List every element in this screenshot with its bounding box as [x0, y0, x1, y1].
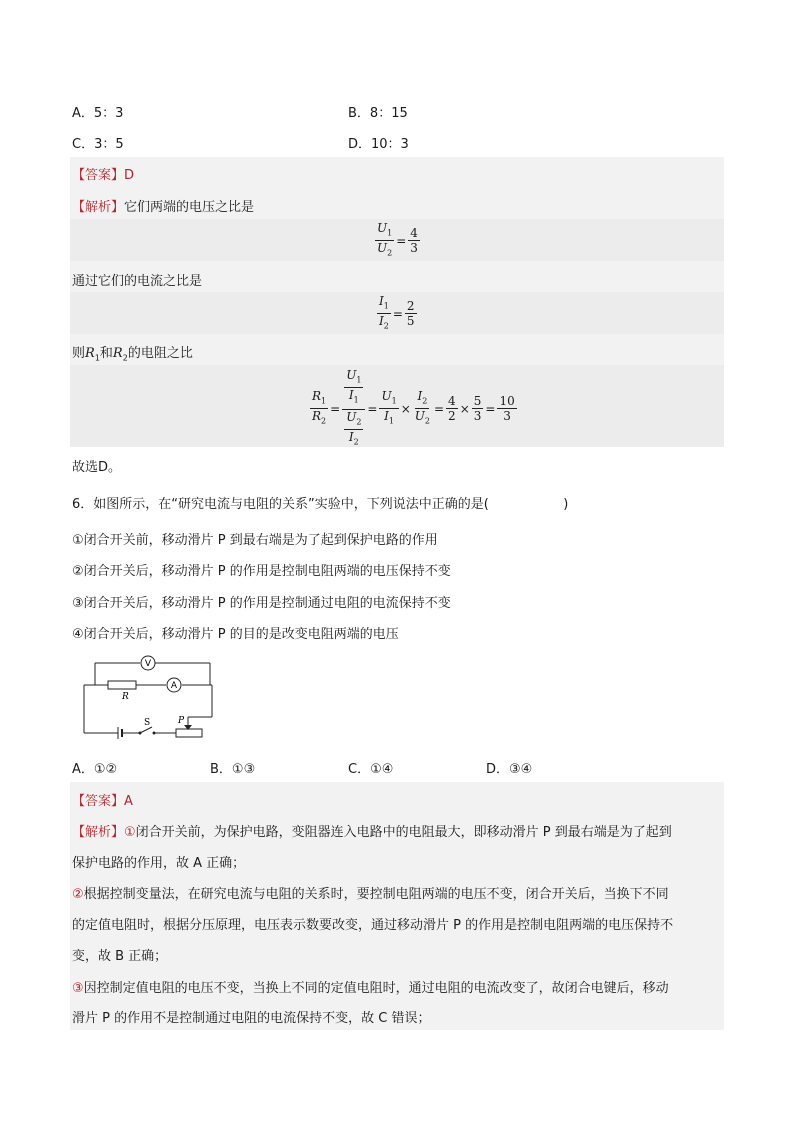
answer-value: D — [124, 168, 135, 183]
current-ratio-formula: $\frac{I_1}{I_2}$ = $\frac{2}{5}$ — [379, 294, 415, 331]
q6-option-c: C．①④ — [348, 762, 394, 777]
switch-label: S — [144, 718, 151, 728]
q6-analysis-p1-line1: 【解析】①闭合开关前，为保护电路，变阻器连入电路中的电阻最大，即移动滑片 P 到最右端是为了起到 — [72, 825, 672, 840]
q5-analysis-line1 — [72, 196, 254, 215]
q6-answer: 【答案】A — [72, 794, 133, 809]
q6-analysis-p3-line2: 滑片 P 的作用不是控制通过电阻的电流保持不变，故 C 错误； — [72, 1011, 431, 1026]
q6-statement-3: ③闭合开关后，移动滑片 P 的作用是控制通过电阻的电流保持不变 — [72, 596, 451, 611]
q6-analysis-p2-line2: 的定值电阻时，根据分压原理，电压表示数要改变，通过移动滑片 P 的作用是控制电阻两端的电压保持不 — [72, 918, 674, 933]
q5-analysis-line3: 则$R_1$和$R_2$的电阻之比 — [72, 346, 193, 363]
q6-statement-2: ②闭合开关后，移动滑片 P 的作用是控制电阻两端的电压保持不变 — [72, 564, 451, 579]
analysis-tag: 【解析】 — [72, 200, 125, 215]
resistor-label: R — [122, 692, 129, 702]
q5-conclusion: 故选D。 — [72, 460, 122, 475]
answer-tag: 【答案】 — [72, 168, 125, 183]
q5-option-d: D．10：3 — [348, 137, 409, 152]
q6-analysis-p1-line2: 保护电路的作用，故 A 正确； — [72, 856, 246, 871]
voltage-ratio-formula: $\frac{U_1}{U_2}$ = $\frac{4}{3}$ — [377, 221, 418, 258]
q5-answer — [72, 164, 134, 183]
q6-option-b: B．①③ — [210, 762, 256, 777]
q5-option-b: B．8：15 — [348, 106, 408, 121]
q6-analysis-p3-line1: ③因控制定值电阻的电压不变，当换上不同的定值电阻时，通过电阻的电流改变了，故闭合电键后，移动 — [72, 981, 669, 996]
q6-statement-1: ①闭合开关前，移动滑片 P 到最右端是为了起到保护电路的作用 — [72, 533, 438, 548]
circuit-diagram — [80, 655, 220, 740]
q6-analysis-p2-line3: 变，故 B 正确； — [72, 949, 168, 964]
q6-stem: 6．如图所示，在“研究电流与电阻的关系”实验中，下列说法中正确的是( ) — [72, 497, 569, 512]
ammeter-label: A — [170, 681, 178, 691]
q6-analysis-p2-line1: ②根据控制变量法，在研究电流与电阻的关系时，要控制电阻两端的电压不变，闭合开关后，当换下不同 — [72, 887, 669, 902]
q6-statement-4: ④闭合开关后，移动滑片 P 的目的是改变电阻两端的电压 — [72, 627, 399, 642]
q5-option-c: C．3：5 — [72, 137, 124, 152]
q5-analysis-line2: 通过它们的电流之比是 — [72, 274, 203, 289]
q6-option-d: D．③④ — [486, 762, 533, 777]
slider-label: P — [178, 716, 185, 726]
q6-option-a: A．①② — [72, 762, 118, 777]
voltmeter-label: V — [144, 659, 152, 669]
resistance-ratio-formula: $\frac{R_1}{R_2}$ = $\frac{\frac{U_1}{I_1}}{\frac{U_2}{I_2}}$ = $\frac{U_1}{I_1}$ × $\frac{I_2}{U_2}$ = $\frac{4}{2}$ × $\frac{5}{3}$ = $\frac{10}{3}$ — [312, 368, 515, 447]
analysis-text: 它们两端的电压之比是 — [124, 200, 255, 215]
q5-option-a: A．5：3 — [72, 106, 124, 121]
